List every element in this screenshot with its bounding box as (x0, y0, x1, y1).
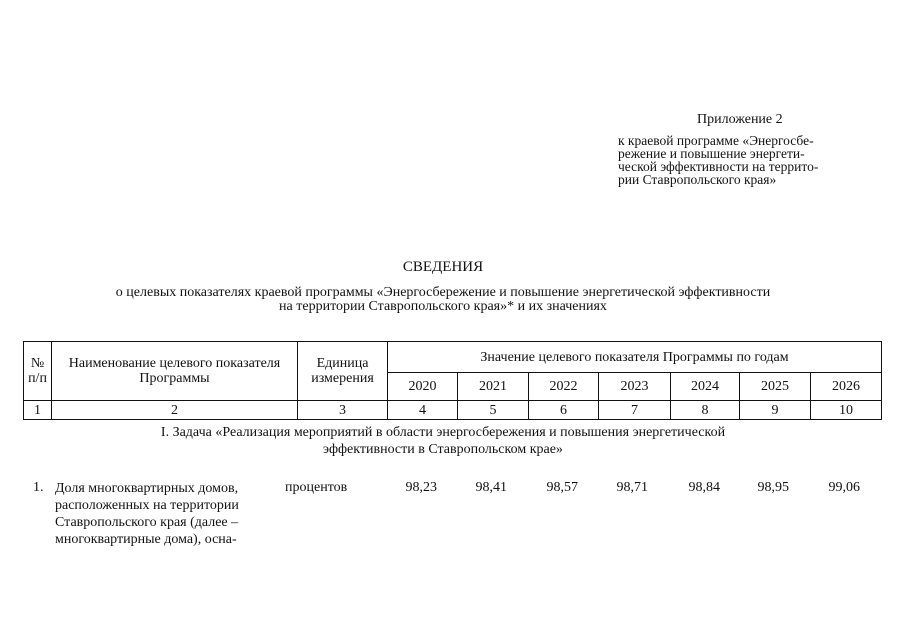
row-value-2020: 98,23 (405, 480, 437, 495)
column-number: 10 (811, 401, 882, 420)
indicators-table (23, 341, 882, 420)
column-number: 5 (458, 401, 529, 420)
header-year: 2020 (388, 373, 458, 401)
header-year: 2022 (529, 373, 599, 401)
row-value-2026: 99,06 (828, 480, 860, 495)
row-value-2024: 98,84 (688, 480, 720, 495)
column-number: 6 (529, 401, 599, 420)
column-number: 7 (599, 401, 671, 420)
row-name-line: Ставропольского края (далее – (55, 515, 239, 530)
header-num: № п/п (24, 342, 52, 401)
appendix-line: режение и повышение энергети- (618, 146, 805, 161)
header-year: 2025 (740, 373, 811, 401)
document-title: СВЕДЕНИЯ (402, 259, 484, 275)
header-year: 2026 (811, 373, 882, 401)
column-number: 9 (740, 401, 811, 420)
header-year: 2024 (671, 373, 740, 401)
column-number: 3 (298, 401, 388, 420)
header-name: Наименование целевого показателя Программы (52, 342, 298, 401)
header-year: 2021 (458, 373, 529, 401)
document-subtitle (0, 286, 886, 314)
column-number: 4 (388, 401, 458, 420)
subtitle-line: на территории Ставропольского края»* и их значениях (279, 299, 607, 314)
header-unit: Единица измерения (298, 342, 388, 401)
row-name-line: расположенных на территории (55, 498, 239, 513)
row-name-line: Доля многоквартирных домов, (55, 481, 239, 496)
appendix-title: Приложение 2 (697, 112, 783, 127)
row-indicator-name (55, 480, 272, 548)
row-value-2022: 98,57 (546, 480, 578, 495)
row-number: 1. (33, 480, 44, 495)
section-heading (0, 424, 886, 458)
row-value-2025: 98,95 (757, 480, 789, 495)
column-number: 8 (671, 401, 740, 420)
row-value-2023: 98,71 (616, 480, 648, 495)
appendix-reference (618, 134, 856, 186)
row-value-2021: 98,41 (475, 480, 507, 495)
appendix-line: ческой эффективности на террито- (618, 159, 819, 174)
section-line: эффективности в Ставропольском крае» (323, 442, 563, 457)
appendix-line: к краевой программе «Энергосбе- (618, 133, 814, 148)
column-number: 2 (52, 401, 298, 420)
row-name-line: многоквартирные дома), осна- (55, 532, 237, 547)
subtitle-line: о целевых показателях краевой программы «Энергосбережение и повышение энергетической эффективности (115, 285, 771, 300)
column-number: 1 (24, 401, 52, 420)
appendix-line: рии Ставропольского края» (618, 172, 777, 187)
section-line: I. Задача «Реализация мероприятий в области энергосбережения и повышения энергетической (160, 425, 726, 440)
header-year: 2023 (599, 373, 671, 401)
header-values-group: Значение целевого показателя Программы по годам (388, 342, 882, 373)
row-unit: процентов (285, 480, 348, 495)
